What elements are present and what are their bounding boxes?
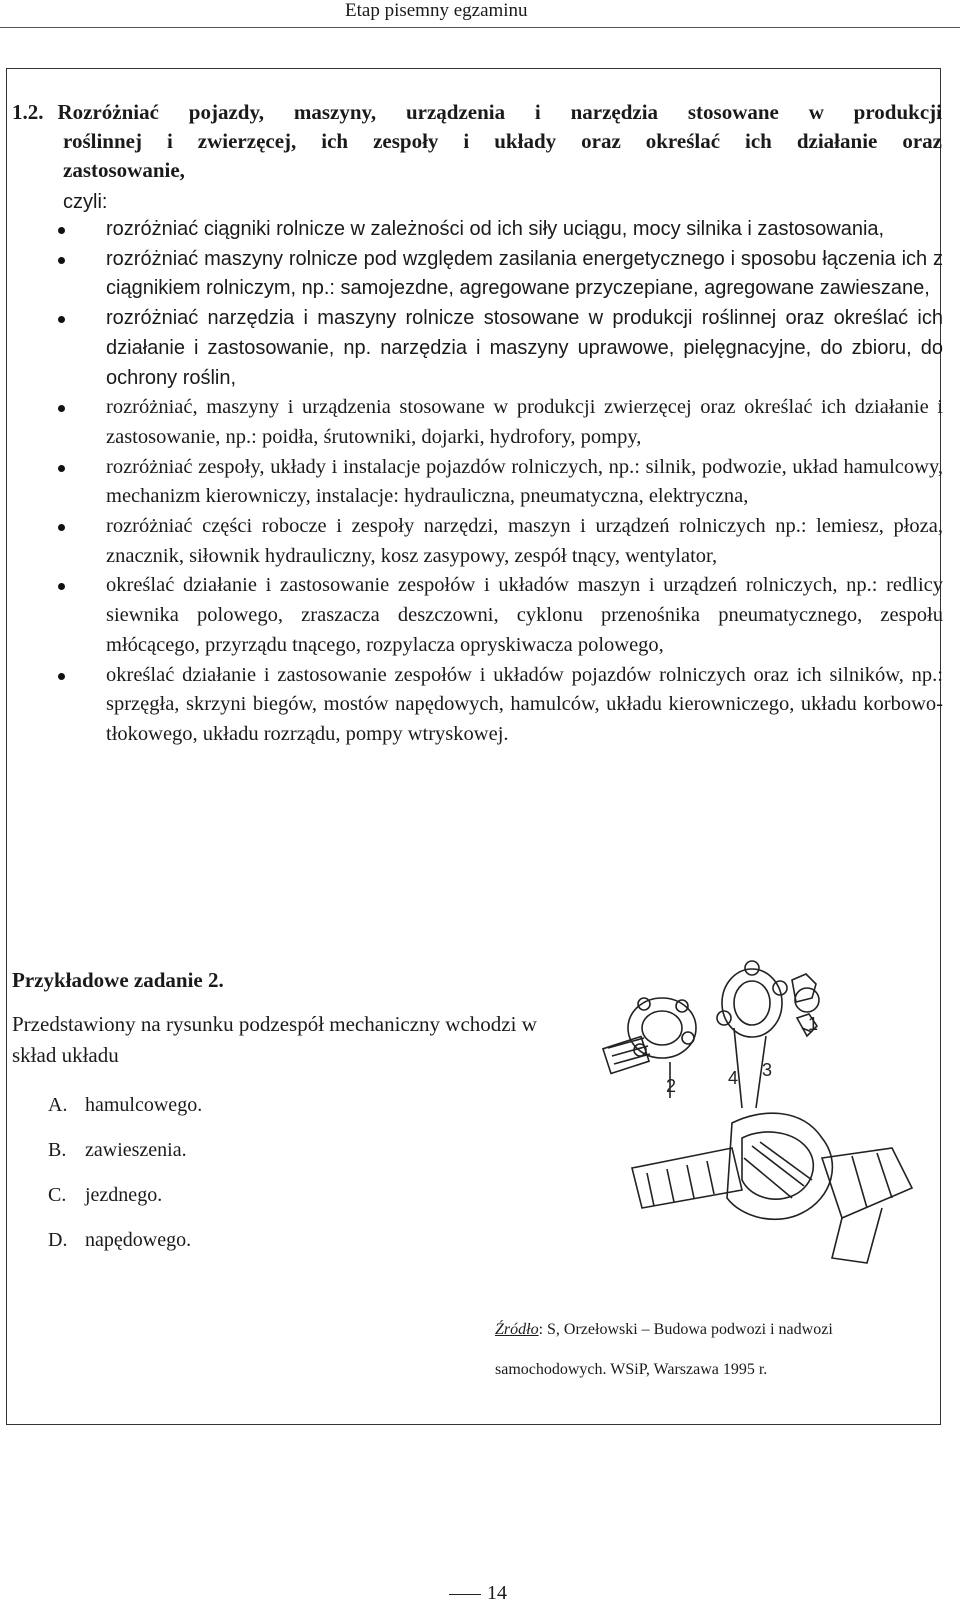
bullet-icon — [58, 405, 65, 412]
list-item: rozróżniać maszyny rolnicze pod względem zasilania energetycznego i sposobu łączenia ich z ciągnikiem rolniczym, np.: samojezdne, agregowane przyczepiane, agregowane zawieszane, — [58, 245, 943, 304]
page-number: 14 — [449, 1582, 507, 1605]
answer-option — [48, 1139, 202, 1184]
housing-ring-icon — [722, 969, 782, 1037]
answer-letter: D. — [48, 1229, 68, 1251]
callout-2: 2 — [666, 1076, 677, 1096]
page-number-dash — [449, 1594, 481, 1595]
list-item: rozróżniać zespoły, układy i instalacje pojazdów rolniczych, np.: silnik, podwozie, układ hamulcowy, mechanizm kierowniczy, instalacje: hydrauliczna, pneumatyczna, elektryczna, — [58, 453, 943, 512]
answer-letter: C. — [48, 1184, 67, 1206]
answer-text: hamulcowego. — [85, 1094, 203, 1116]
page-header — [0, 0, 960, 28]
section-heading — [12, 98, 942, 185]
list-item: określać działanie i zastosowanie zespołów i układów maszyn i urządzeń rolniczych, np.: redlicy siewnika polowego, zraszacza deszczowni, cyklonu przenośnika pneumatycznego, zespołu młócącego, przyrządu tnącego, rozpylacza opryskiwacza polowego, — [58, 571, 943, 660]
heading-line-3: zastosowanie, — [63, 158, 185, 182]
list-item: rozróżniać części robocze i zespoły narzędzi, maszyn i urządzeń rolniczych np.: lemiesz, płoza, znacznik, siłownik hydrauliczny, kosz zasypowy, zespół tnący, wentylator, — [58, 512, 943, 571]
bullet-icon — [58, 227, 65, 234]
header-rule — [0, 27, 960, 28]
bullet-icon — [58, 673, 65, 680]
answer-letter: A. — [48, 1094, 68, 1116]
cv-joint-drawing — [592, 958, 932, 1293]
heading-line-1: Rozróżniać pojazdy, maszyny, urządzenia i narzędzia stosowane w produkcji — [57, 100, 942, 124]
answer-option — [48, 1229, 202, 1274]
heading-line-2: roślinnej i zwierzęcej, ich zespoły i układy oraz określać ich działanie oraz — [63, 129, 942, 153]
bullet-icon — [58, 257, 65, 264]
task-title: Przykładowe zadanie 2. — [12, 968, 224, 992]
answer-letter: B. — [48, 1139, 67, 1161]
list-item: rozróżniać, maszyny i urządzenia stosowane w produkcji zwierzęcej oraz określać ich działanie i zastosowanie, np.: poidła, śrutowniki, dojarki, hydrofory, pompy, — [58, 393, 943, 452]
header-title: Etap pisemny egzaminu — [345, 0, 528, 21]
bullet-icon — [58, 583, 65, 590]
callout-1: 1 — [808, 1014, 819, 1034]
callout-3: 3 — [762, 1060, 773, 1080]
answer-option — [48, 1184, 202, 1229]
callout-4: 4 — [728, 1068, 739, 1088]
answer-list — [48, 1094, 202, 1274]
intro-text: czyli: — [63, 191, 108, 213]
task-question: Przedstawiony na rysunku podzespół mechaniczny wchodzi w skład układu — [12, 1012, 537, 1067]
bullet-icon — [58, 465, 65, 472]
answer-text: jezdnego. — [85, 1184, 163, 1206]
list-item: określać działanie i zastosowanie zespołów i układów pojazdów rolniczych oraz ich silników, np.: sprzęgła, skrzyni biegów, mostów napędowych, hamulców, układu kierowniczego, układu korbowo-tłokowego, układu rozrządu, pompy wtryskowej. — [58, 661, 943, 750]
answer-text: napędowego. — [85, 1229, 192, 1251]
list-item: rozróżniać ciągniki rolnicze w zależności od ich siły uciągu, mocy silnika i zastosowania, — [58, 215, 943, 245]
section-number: 1.2. — [12, 100, 44, 124]
list-item: rozróżniać narzędzia i maszyny rolnicze stosowane w produkcji roślinnej oraz określać ich działanie i zastosowanie, np. narzędzia i maszyny uprawowe, pielęgnacyjne, do zbioru, do ochrony roślin, — [58, 304, 943, 393]
answer-option — [48, 1094, 202, 1139]
answer-text: zawieszenia. — [85, 1139, 187, 1161]
objectives-list — [58, 215, 943, 750]
source-label: Źródło — [495, 1321, 539, 1338]
bullet-icon — [58, 316, 65, 323]
figure-source — [495, 1310, 925, 1390]
source-text: : S, Orzełowski – Budowa podwozi i nadwozi samochodowych. WSiP, Warszawa 1995 r. — [495, 1321, 833, 1378]
bullet-icon — [58, 524, 65, 531]
